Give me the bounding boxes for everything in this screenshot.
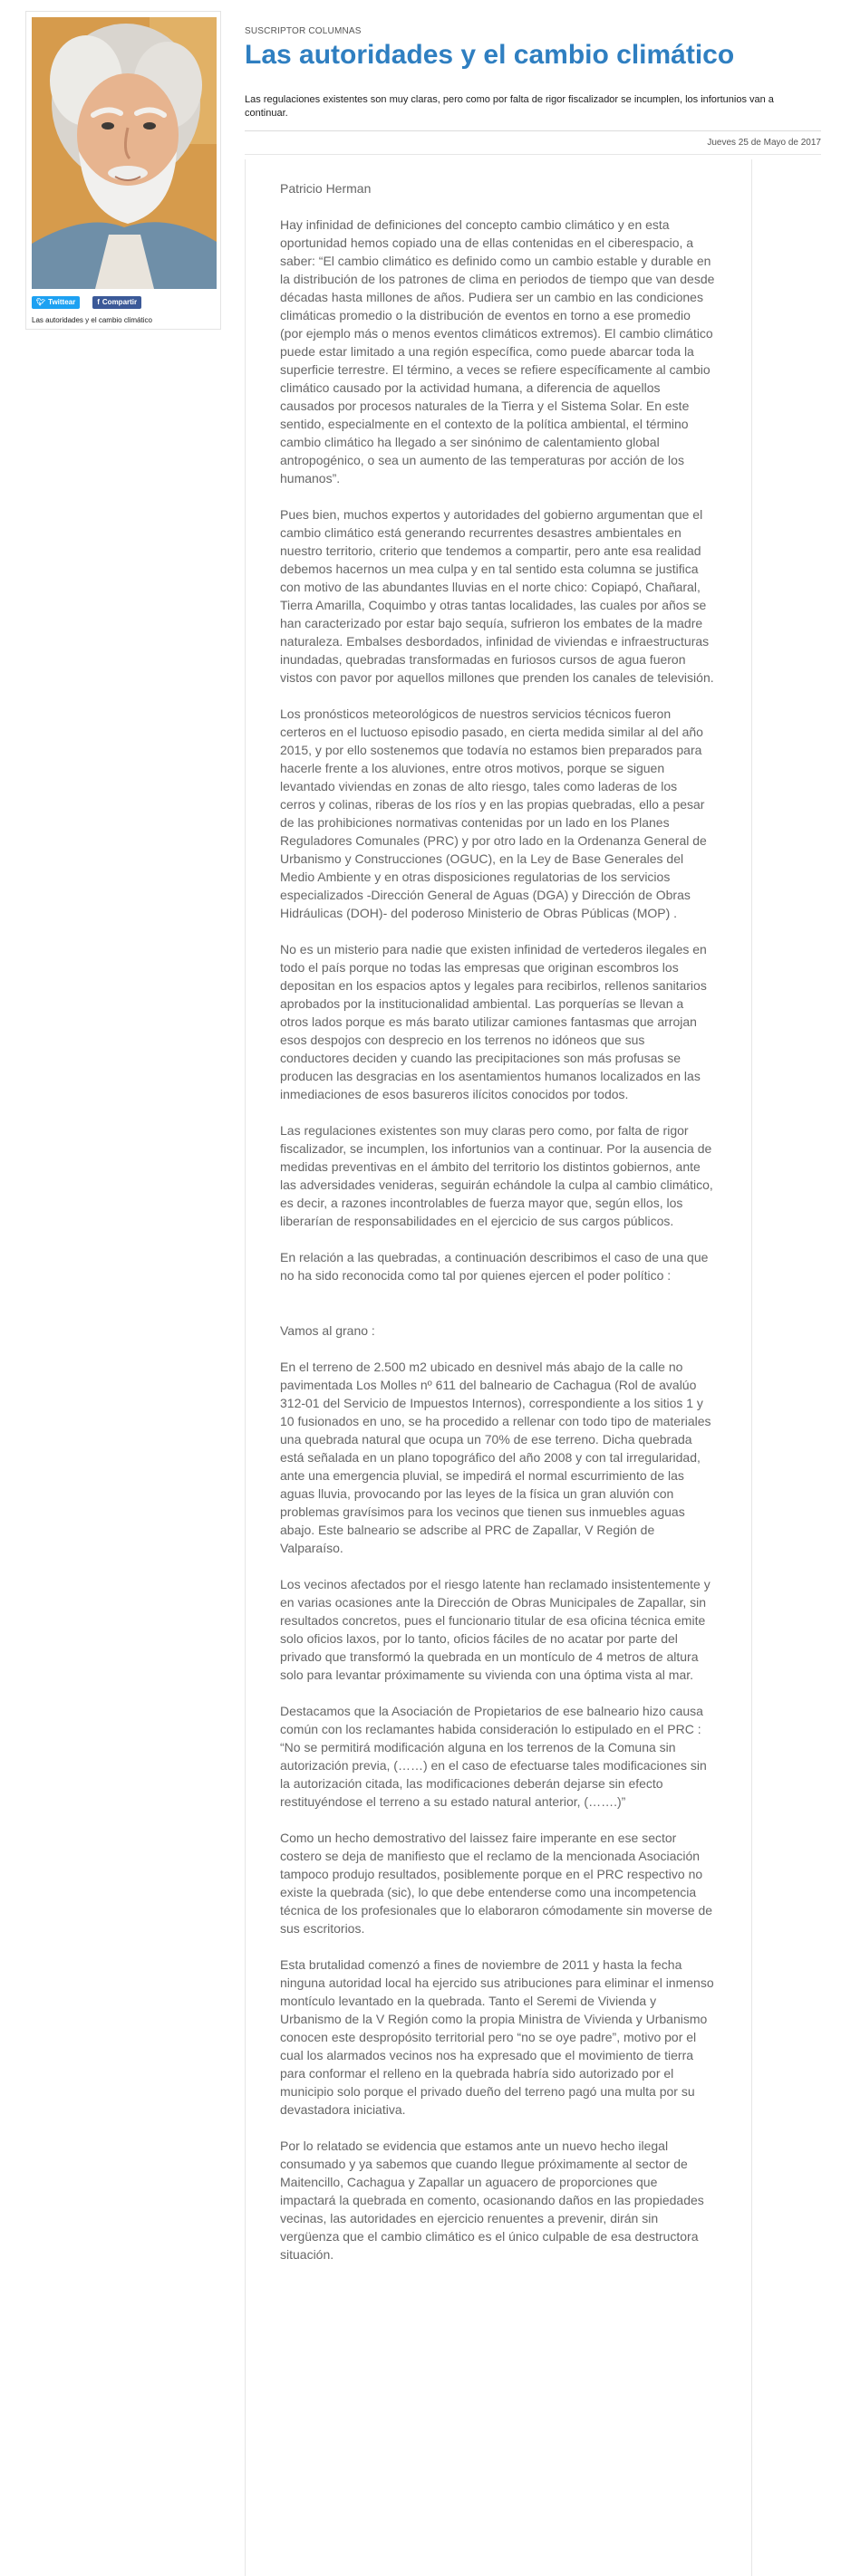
author-card	[25, 11, 221, 330]
paragraph: Como un hecho demostrativo del laissez faire imperante en ese sector costero se deja de manifiesto que el reclamo de la mencionada Asociación tampoco produjo resultados, posiblemente porque en el PRC respectivo no existe la quebrada (sic), lo que debe entenderse como una incompetencia técnica de los profesionales que lo elaboraron cómodamente sin moverse de sus escritorios.	[280, 1831, 713, 1936]
paragraph: Esta brutalidad comenzó a fines de noviembre de 2011 y hasta la fecha ninguna autoridad local ha ejercido sus atribuciones para eliminar el inmenso montículo levantado en la quebrada. Tanto el Seremi de Vivienda y Urbanismo de la V Región como la propia Ministra de Vivienda y Urbanismo conocen este despropósito territorial pero “no se oye padre”, motivo por el cual los alarmados vecinos nos ha expresado que el movimiento de tierra para conformar el relleno en la quebrada habría sido autorizado por el municipio solo porque el privado dueño del terreno pagó una multa por su devastadora iniciativa.	[280, 1957, 714, 2117]
author-portrait	[32, 17, 217, 289]
facebook-f-icon: f	[97, 298, 100, 306]
paragraph: Por lo relatado se evidencia que estamos ante un nuevo hecho ilegal consumado y ya sabemos que cuando llegue próximamente al sector de Maitencillo, Cachagua y Zapallar un aguacero de proporciones que impactará la quebrada en comento, ocasionando daños en las propiedades vecinas, las autoridades en ejercicio renuentes a prevenir, dirán sin vergüenza que el cambio climático es el único culpable de esa destructora situación.	[280, 2139, 704, 2262]
paragraph: En relación a las quebradas, a continuación describimos el caso de una que no ha sido reconocida como tal por quienes ejercen el poder político :	[280, 1250, 709, 1283]
header-divider	[245, 130, 821, 131]
share-buttons	[32, 296, 215, 309]
paragraph: Los vecinos afectados por el riesgo latente han reclamado insistentemente y en varias ocasiones ante la Dirección de Obras Municipales de Zapallar, sin resultados concretos, pues el funcionario titular de esa oficina técnica emite solo oficios laxos, por lo tanto, oficios fáciles de no acatar por parte del privado que transformó la quebrada en un montículo de 4 metros de altura solo para levantar próximamente su vivienda con una óptima vista al mar.	[280, 1577, 710, 1682]
article-body	[245, 159, 752, 2576]
section-kicker: SUSCRIPTOR COLUMNAS	[245, 26, 362, 36]
paragraph: Las regulaciones existentes son muy claras pero como, por falta de rigor fiscalizador, se incumplen, los infortunios van a continuar. Por la ausencia de medidas preventivas en el ámbito del territorio los distintos gobiernos, ante las adversidades venideras, seguirán echándole la culpa al cambio climático, es decir, a razones incontrolables de fuerza mayor que, según ellos, los liberarían de responsabilidades en el ejercicio de sus cargos públicos.	[280, 1123, 713, 1228]
facebook-share-button[interactable]	[92, 296, 141, 309]
publish-date: Jueves 25 de Mayo de 2017	[707, 138, 821, 148]
paragraph: Destacamos que la Asociación de Propietarios de ese balneario hizo causa común con los reclamantes habida consideración lo estipulado en el PRC : “No se permitirá modificación alguna en los terrenos de la Comuna sin autorización previa, (……) en el caso de efectuarse tales modificaciones sin la autorización citada, las modificaciones deberán dejarse sin efecto restituyéndose el terreno a su estado natural anterior, (…….)”	[280, 1704, 707, 1809]
paragraph: Vamos al grano :	[280, 1323, 375, 1338]
portrait-illustration	[32, 17, 217, 289]
article-author: Patricio Herman	[280, 181, 372, 196]
twitter-share-button[interactable]	[32, 296, 80, 309]
facebook-share-label: Compartir	[102, 298, 138, 306]
article-summary: Las regulaciones existentes son muy claras, pero como por falta de rigor fiscalizador se incumplen, los infortunios van a continuar.	[245, 94, 774, 119]
date-divider	[245, 154, 821, 155]
twitter-share-label: Twittear	[48, 298, 76, 306]
paragraph: No es un misterio para nadie que existen infinidad de vertederos ilegales en todo el país porque no todas las empresas que originan escombros los depositan en los espacios aptos y legales para recibirlos, rellenos sanitarios aprobados por la institucionalidad ambiental. Las porquerías se llevan a otros lados porque es más barato utilizar camiones fantasmas que arrojan esos despojos con desprecio en los terrenos no idóneos que sus conductores deciden y cuando las precipitaciones son más profusas se producen las desgracias en los asentamientos humanos localizados en las inmediaciones de esos basureros ilícitos conocidos por todos.	[280, 942, 707, 1101]
twitter-bird-icon: 🐦︎	[36, 298, 46, 306]
paragraph: Hay infinidad de definiciones del concepto cambio climático y en esta oportunidad hemos copiado una de ellas contenidas en el ciberespacio, a saber: “El cambio climático es definido como un cambio estable y durable en la distribución de los patrones de clima en periodos de tiempo que van desde décadas hasta millones de años. Pudiera ser un cambio en las condiciones climáticas promedio o la distribución de eventos en torno a ese promedio (por ejemplo más o menos eventos climáticos extremos). El cambio climático puede estar limitado a una región específica, como puede abarcar toda la superficie terrestre. El término, a veces se refiere específicamente al cambio climático causado por la actividad humana, a diferencia de aquellos causados por procesos naturales de la Tierra y el Sistema Solar. En este sentido, especialmente en el contexto de la política ambiental, el término cambio climático ha llegado a ser sinónimo de calentamiento global antropogénico, o sea un aumento de las temperaturas por acción de los humanos”.	[280, 217, 715, 485]
portrait-caption: Las autoridades y el cambio climático	[32, 316, 152, 324]
paragraph: Pues bien, muchos expertos y autoridades del gobierno argumentan que el cambio climático está generando recurrentes desastres ambientales en nuestro territorio, criterio que tendemos a compartir, pero ante esa realidad debemos hacernos un mea culpa y en tal sentido esta columna se justifica con motivo de las abundantes lluvias en el norte chico: Copiapó, Chañaral, Tierra Amarilla, Coquimbo y otras tantas localidades, las cuales por años se han caracterizado por estar bajo sequía, sufrieron los embates de la madre naturaleza. Embalses desbordados, infinidad de viviendas e infraestructuras inundadas, quebradas transformadas en furiosos cursos de agua fueron vistos con pavor por aquellos millones que prenden los canales de televisión.	[280, 507, 714, 685]
paragraph: En el terreno de 2.500 m2 ubicado en desnivel más abajo de la calle no pavimentada Los Molles nº 611 del balneario de Cachagua (Rol de avalúo 312-01 del Servicio de Impuestos Internos), correspondiente a los sitios 1 y 10 fusionados en uno, se ha procedido a rellenar con todo tipo de materiales una quebrada natural que ocupa un 70% de ese terreno. Dicha quebrada está señalada en un plano topográfico del año 2008 y con tal irregularidad, ante una emergencia pluvial, se impedirá el normal escurrimiento de las aguas lluvia, provocando por las leyes de la física un gran aluvión con problemas gravísimos para los vecinos que tienen sus inmuebles aguas abajo. Este balneario se adscribe al PRC de Zapallar, V Región de Valparaíso.	[280, 1360, 711, 1555]
paragraph: Los pronósticos meteorológicos de nuestros servicios técnicos fueron certeros en el luctuoso episodio pasado, en cierta medida similar al del año 2015, y por ello sostenemos que todavía no estamos bien preparados para hacerle frente a los aluviones, entre otros motivos, porque se siguen levantado viviendas en zonas de alto riesgo, tales como laderas de los cerros y colinas, riberas de los ríos y en las propias quebradas, ello a pesar de las prohibiciones normativas contenidas por un lado en los Planes Reguladores Comunales (PRC) y por otro lado en la Ordenanza General de Urbanismo y Construcciones (OGUC), en la Ley de Base Generales del Medio Ambiente y en otras disposiciones regulatorias de los servicios especializados -Dirección General de Aguas (DGA) y Dirección de Obras Hidráulicas (DOH)- del poderoso Ministerio de Obras Públicas (MOP) .	[280, 706, 707, 920]
article-title: Las autoridades y el cambio climático	[245, 40, 735, 70]
